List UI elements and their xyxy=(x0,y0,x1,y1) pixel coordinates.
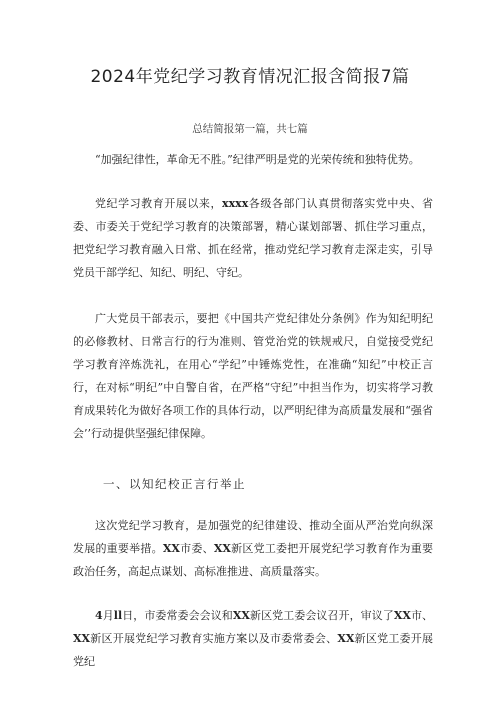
paragraph-3: 广大党员干部表示，要把《中国共产党纪律处分条例》作为知纪明纪的必修教材、日常言行的行为准则、管党治党的铁规戒尺，自觉接受党纪学习教育淬炼洗礼，在用心“学纪”中锤炼党性，在准确“知纪”中校正言行，在对标“明纪”中自警自省，在严格“守纪”中担当作为，切实将学习教育成果转化为做好各项工作的具体行动，以严明纪律为高质量发展和“强省会’’行动提供坚强纪律保障。 xyxy=(73,312,433,440)
paragraph-5-text-c: 日，市委常委会会议和 xyxy=(122,609,233,622)
paragraph-5-bold-3: XX xyxy=(232,609,250,622)
paragraph-5-text-f: 新区开展党纪学习教育实施方案以及市委常委会、 xyxy=(90,632,338,645)
paragraph-4-bold-2: XX xyxy=(213,542,231,555)
paragraph-4 xyxy=(73,514,433,583)
paragraph-2-text-a: 党纪学习教育开展以来， xyxy=(95,197,223,210)
paragraph-2 xyxy=(73,192,433,284)
paragraph-1: “加强纪律性，革命无不胜。”纪律严明是党的光荣传统和独特优势。 xyxy=(95,153,420,166)
paragraph-5-bold-1: 4 xyxy=(95,609,103,622)
paragraph-4-text-c: 市委、 xyxy=(179,542,214,555)
document-subtitle: 总结简报第一篇，共七篇 xyxy=(192,123,308,135)
paragraph-4-text-a: 这次党纪学习教育，是加强党的纪律建设、推动全面从严治党向纵深发展的重要举措。 xyxy=(73,519,433,555)
paragraph-5 xyxy=(73,604,433,673)
paragraph-5-text-e: 市、 xyxy=(410,609,434,622)
paragraph-5-bold-2: ll xyxy=(113,609,123,622)
document-title: 2024年党纪学习教育情况汇报含简报7篇 xyxy=(90,67,410,87)
paragraph-2-bold: xxxx xyxy=(222,197,249,210)
paragraph-5-bold-6: XX xyxy=(337,632,355,645)
paragraph-2-text-b: 各级各部门认真贯彻落实党中央、省委、市委关于党纪学习教育的决策部署，精心谋划部署、抓住学习重点，把党纪学习教育融入日常、抓在经常，推动党纪学习教育走深走实，引导党员干部学纪、知纪、明纪、守纪。 xyxy=(73,197,433,279)
paragraph-5-bold-4: XX xyxy=(393,609,411,622)
paragraph-5-text-g: 新区党工委开展党纪 xyxy=(73,632,434,668)
paragraph-5-text-d: 新区党工委会议召开，审议了 xyxy=(249,609,394,622)
paragraph-4-text-d: 新区党工委把开展党纪学习教育作为重要政治任务，高起点谋划、高标准推进、高质量落实。 xyxy=(73,542,434,578)
paragraph-4-bold-1: XX xyxy=(162,542,180,555)
paragraph-5-bold-5: XX xyxy=(73,632,91,645)
paragraph-5-text-a: 月 xyxy=(102,609,114,622)
section-heading-1: 一、以知纪校正言行举止 xyxy=(103,477,246,491)
